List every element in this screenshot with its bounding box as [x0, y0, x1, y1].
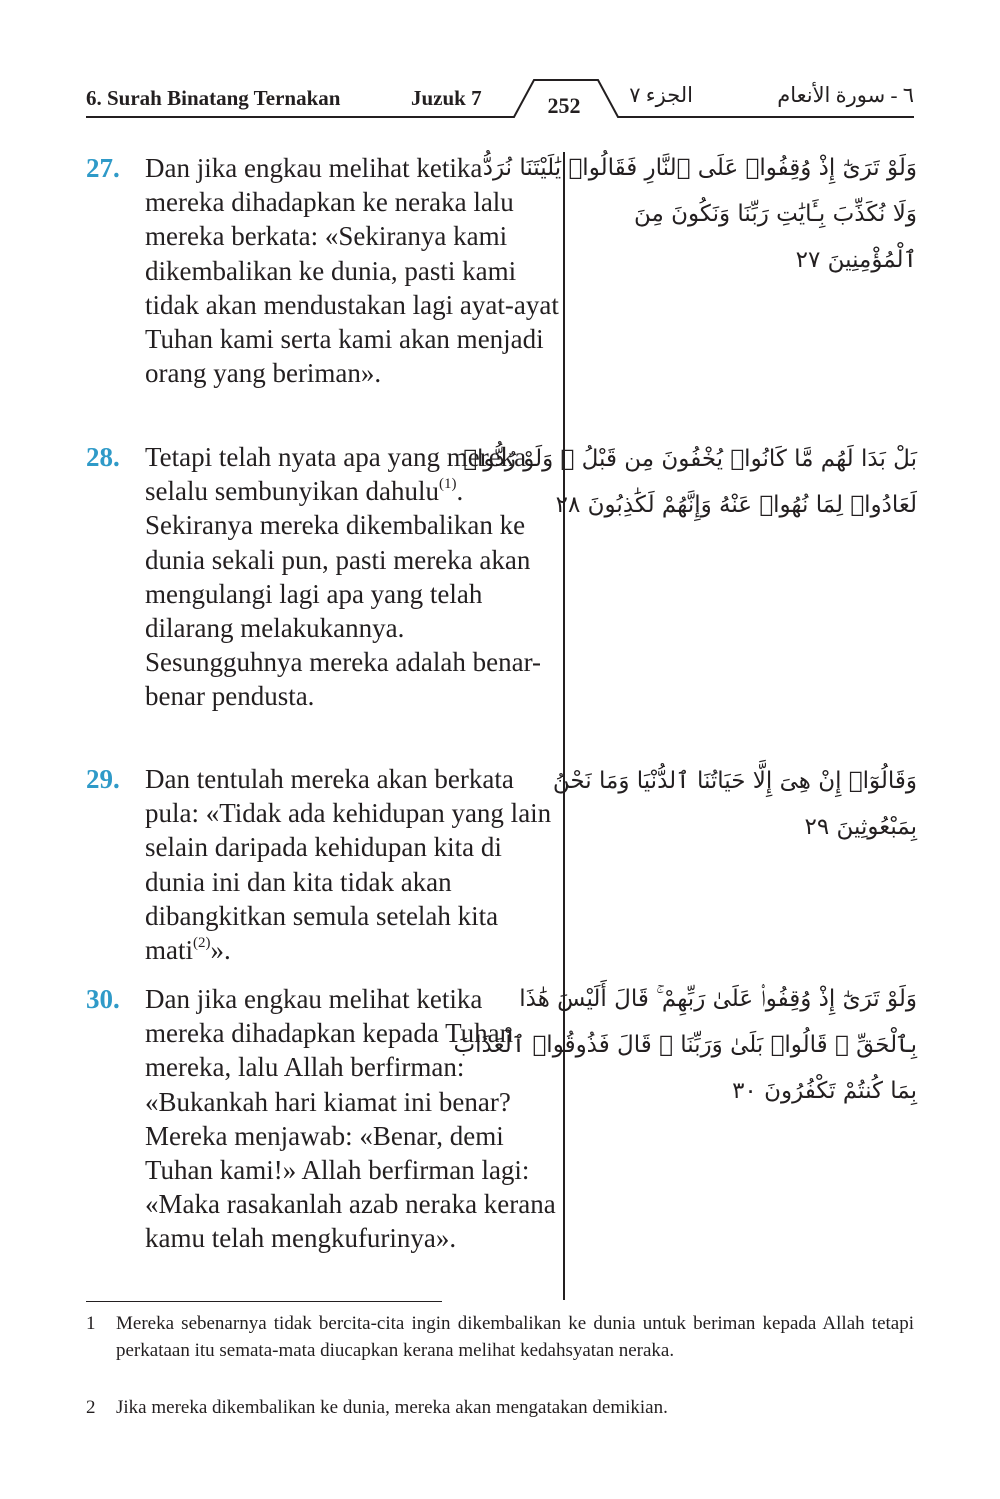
footnote-rule	[86, 1301, 442, 1302]
footnote-text: Jika mereka dikembalikan ke dunia, mereka akan mengatakan demikian.	[116, 1397, 668, 1418]
arabic-line: لَعَادُوا۟ لِمَا نُهُوا۟ عَنْهُ وَإِنَّهُمْ لَكَٰذِبُونَ ٢٨	[555, 492, 917, 518]
arabic-line: وَلَوْ تَرَىٰٓ إِذْ وُقِفُوا۟ عَلَى ٱلنَّارِ فَقَالُوا۟ يَٰلَيْتَنَا نُرَدُّ	[482, 155, 917, 181]
arabic-line: ٱلْمُؤْمِنِينَ ٢٧	[795, 247, 917, 273]
arabic-line: بِمَبْعُوثِينَ ٢٩	[804, 814, 917, 840]
verse-text: Dan tentulah mereka akan berkata pula: «Tidak ada kehidupan yang lain selain daripada kehidupan kita di dunia ini dan kita tidak akan dibangkitkan semula setelah kita mati	[145, 764, 552, 966]
footnote-text: Mereka sebenarnya tidak bercita-cita ingin dikembalikan ke dunia untuk beriman kepada Allah tetapi perkataan itu semata-mata diucapkan kerana melihat kedahsyatan neraka.	[116, 1313, 914, 1361]
arabic-surah-title: ٦ - سورة الأنعام	[777, 83, 914, 107]
verse-number: 30.	[86, 984, 120, 1014]
verse-number: 29.	[86, 764, 120, 794]
header-rule	[0, 0, 1000, 140]
verse-translation: Dan jika engkau melihat ketika mereka dihadapkan ke neraka lalu mereka berkata: «Sekiranya kami dikembalikan ke dunia, pasti kami tidak akan mendustakan lagi ayat-ayat Tuhan kami serta kami akan menjadi orang yang beriman».	[145, 153, 559, 389]
verse-29-arabic	[552, 758, 917, 850]
footnote-ref[interactable]: (1)	[438, 476, 457, 493]
arabic-line: وَلَا نُكَذِّبَ بِـَٔايَٰتِ رَبِّنَا وَنَكُونَ مِنَ	[633, 201, 917, 227]
juzuk-label: Juzuk 7	[411, 86, 482, 110]
arabic-line: بِٱلْحَقِّ ۚ قَالُوا۟ بَلَىٰ وَرَبِّنَا ۚ قَالَ فَذُوقُوا۟ ٱلْعَذَابَ	[453, 1032, 917, 1058]
verse-number: 27.	[86, 153, 120, 183]
footnote-number: 1	[86, 1313, 96, 1334]
verse-text: . Sekiranya mereka dikembalikan ke dunia sekali pun, pasti mereka akan mengulangi lagi apa yang telah dilarang melakukannya. Sesungguhnya mereka adalah benar-benar pendusta.	[145, 476, 542, 712]
verse-translation: Dan jika engkau melihat ketika mereka dihadapkan kepada Tuhan mereka, lalu Allah berfirman: «Bukankah hari kiamat ini benar? Mereka menjawab: «Benar, demi Tuhan kami!» Allah berfirman lagi: «Maka rasakanlah azab neraka kerana kamu telah mengkufurinya».	[145, 984, 556, 1254]
arabic-line: بِمَا كُنتُمْ تَكْفُرُونَ ٣٠	[732, 1078, 917, 1104]
arabic-line: وَقَالُوٓا۟ إِنْ هِىَ إِلَّا حَيَاتُنَا ٱلدُّنْيَا وَمَا نَحْنُ	[552, 768, 917, 794]
verse-text: Tetapi telah nyata apa yang mereka selalu sembunyikan dahulu	[145, 442, 527, 507]
arabic-line: وَلَوْ تَرَىٰٓ إِذْ وُقِفُوا۟ عَلَىٰ رَبِّهِمْ ۚ قَالَ أَلَيْسَ هَٰذَا	[519, 986, 917, 1012]
arabic-juz-label: الجزء ٧	[629, 83, 693, 107]
surah-title: 6. Surah Binatang Ternakan	[86, 86, 341, 110]
verse-text: ».	[210, 935, 231, 966]
verse-number: 28.	[86, 442, 120, 472]
verse-translation	[145, 762, 565, 967]
footnote-ref[interactable]: (2)	[193, 935, 211, 952]
footnote-number: 2	[86, 1397, 96, 1418]
page-number: 252	[547, 93, 581, 118]
verse-27-arabic	[482, 145, 917, 283]
verse-28-arabic	[463, 436, 917, 528]
arabic-line: بَلْ بَدَا لَهُم مَّا كَانُوا۟ يُخْفُونَ مِن قَبْلُ ۖ وَلَوْ رُدُّوا۟	[463, 446, 917, 472]
verse-30-arabic	[453, 976, 917, 1114]
